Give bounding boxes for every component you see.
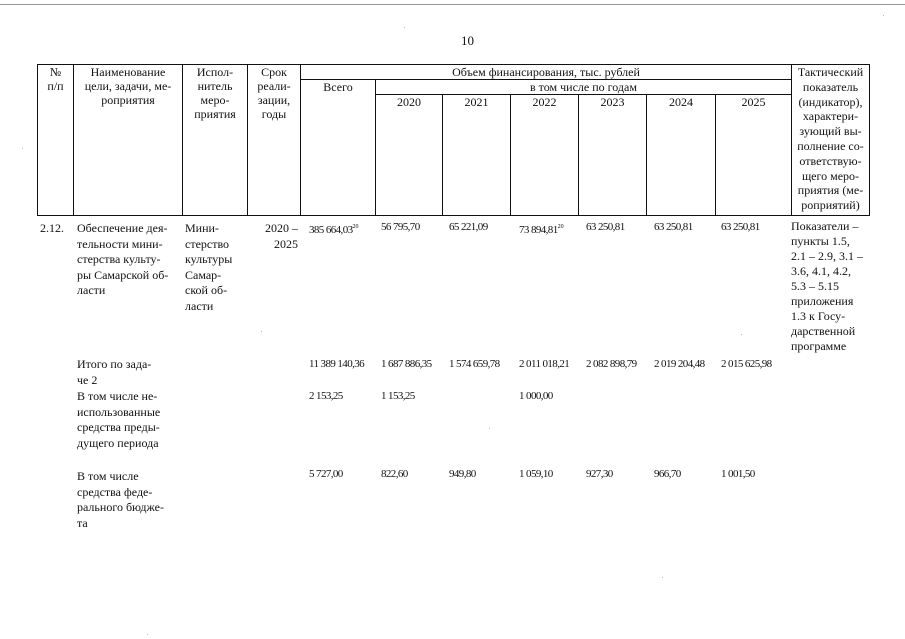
cell-2025: 63 250,81: [721, 221, 760, 233]
header-year-2024: 2024: [669, 95, 693, 109]
header-indicator: Тактический показатель (индикатор), характери- зующий вы- полнение со- ответствую- щего меро- приятия (ме- роприятий): [797, 65, 864, 213]
rule: [37, 215, 870, 216]
cell-total: 2 153,25: [309, 390, 343, 402]
scan-speck: [261, 331, 262, 332]
row-number: 2.12.: [40, 221, 64, 235]
top-rule: [0, 4, 905, 5]
header-executor: Испол- нитель меро- приятия: [194, 65, 236, 121]
scan-speck: [404, 27, 405, 28]
row-name: В том числе средства феде- рального бюдже- та: [77, 469, 164, 530]
header-num: № п/п: [47, 65, 64, 93]
scan-speck: [489, 428, 490, 429]
cell-2025: 2 015 625,98: [721, 358, 772, 370]
header-year-2023: 2023: [600, 95, 625, 109]
cell-2021: 949,80: [449, 468, 476, 480]
cell-2022: 1 059,10: [519, 468, 553, 480]
rule: [715, 94, 716, 216]
cell-2023: 63 250,81: [586, 221, 625, 233]
row-name: Итого по зада- че 2: [77, 357, 152, 387]
cell-2023: 927,30: [586, 468, 613, 480]
page-number: 10: [461, 33, 474, 48]
cell-2020: 1 153,25: [381, 390, 415, 402]
cell-2022: 2 011 018,21: [519, 358, 570, 370]
cell-2024: 966,70: [654, 468, 681, 480]
header-year-2022: 2022: [532, 95, 557, 109]
cell-2025: 1 001,50: [721, 468, 755, 480]
header-term: Срок реали- зации, годы: [257, 65, 291, 121]
cell-total: 5 727,00: [309, 468, 343, 480]
header-funding: Объем финансирования, тыс. рублей: [452, 65, 640, 79]
cell-2020: 56 795,70: [381, 221, 420, 233]
rule: [510, 94, 511, 216]
rule: [442, 94, 443, 216]
row-name: Обеспечение дея- тельности мини- стерства культу- ры Самарской об- ласти: [77, 221, 169, 297]
cell-2022: 73 894,81$^{20}$: [519, 224, 564, 236]
header-year-2025: 2025: [741, 95, 766, 109]
scan-speck: [741, 334, 742, 335]
cell-2021: 65 221,09: [449, 221, 488, 233]
cell-total: 385 664,03$^{20}$: [309, 224, 359, 236]
row-term: 2020 – 2025: [265, 221, 298, 251]
cell-2023: 2 082 898,79: [586, 358, 637, 370]
cell-2021: 1 574 659,78: [449, 358, 500, 370]
cell-2024: 63 250,81: [654, 221, 693, 233]
header-total: Всего: [323, 80, 353, 94]
header-by-years: в том числе по годам: [530, 80, 637, 94]
cell-2020: 1 687 886,35: [381, 358, 432, 370]
rule: [646, 94, 647, 216]
cell-total: 11 389 140,36: [309, 358, 365, 370]
row-name: В том числе не- использованные средства преды- дущего периода: [77, 389, 161, 450]
row-executor: Мини- стерство культуры Самар- ской об- ласти: [185, 221, 233, 313]
cell-2020: 822,60: [381, 468, 408, 480]
scan-speck: [22, 148, 23, 149]
row-indicator: Показатели – пункты 1.5, 2.1 – 2.9, 3.1 – 3.6, 4.1, 4.2, 5.3 – 5.15 приложения 1.3 к Госу- дарственной программе: [791, 219, 863, 353]
scan-speck: [883, 15, 884, 16]
rule: [578, 94, 579, 216]
rule: [869, 64, 870, 216]
cell-2024: 2 019 204,48: [654, 358, 705, 370]
scan-speck: [147, 634, 148, 635]
table-header: [37, 64, 870, 216]
header-year-2020: 2020: [397, 95, 421, 109]
scan-speck: [662, 577, 663, 578]
header-name: Наименование цели, задачи, ме- роприятия: [84, 65, 172, 107]
header-year-2021: 2021: [464, 95, 489, 109]
cell-2022: 1 000,00: [519, 390, 553, 402]
